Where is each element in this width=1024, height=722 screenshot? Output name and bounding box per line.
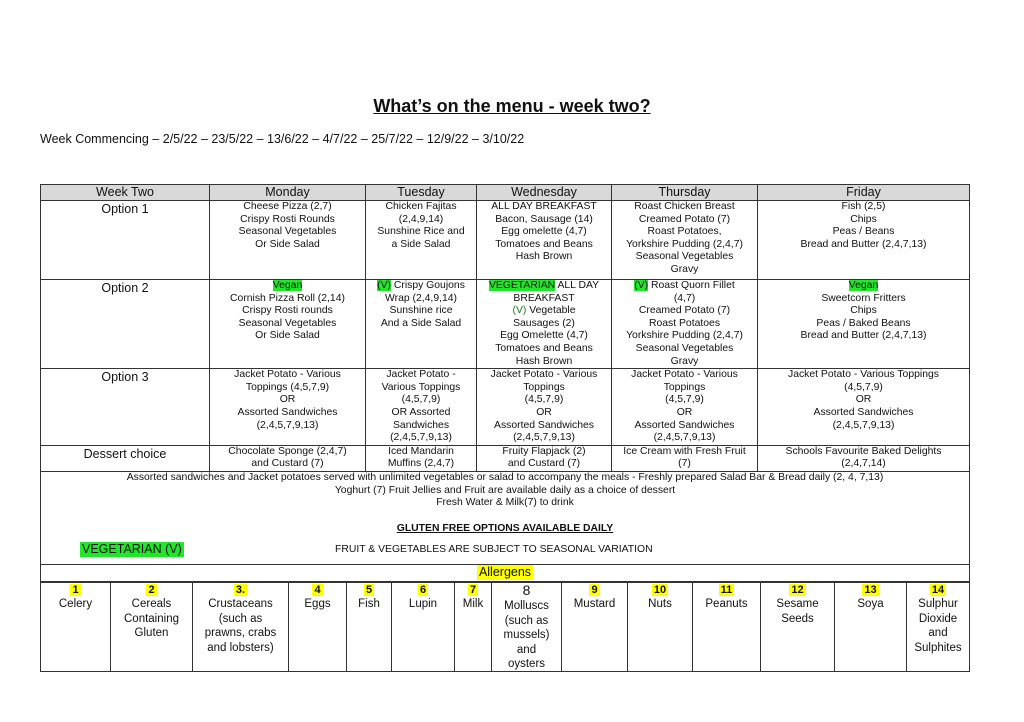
allergen-name: Mustard	[573, 598, 616, 611]
option-1-label: Option 1	[41, 201, 210, 280]
allergen-name: Milk	[462, 598, 484, 611]
option-3-thursday	[612, 369, 758, 446]
vegan-tag: Vegan	[848, 280, 879, 291]
menu-item-line: Assorted Sandwiches	[634, 419, 735, 431]
menu-item-line: OR	[536, 406, 552, 418]
menu-notes	[41, 471, 970, 564]
allergen-name: Cereals	[131, 598, 172, 611]
menu-item-line: Seasonal Vegetables	[635, 251, 734, 263]
dessert-thursday	[612, 445, 758, 471]
menu-item-line: (4,5,7,9)	[844, 381, 883, 393]
menu-item-line: Creamed Potato (7)	[638, 213, 731, 225]
option-1-monday	[210, 201, 366, 280]
menu-item-line: Or Side Salad	[255, 238, 320, 250]
menu-item-line: Fruity Flapjack (2)	[502, 445, 586, 457]
allergen-name: Nuts	[648, 598, 672, 611]
menu-item-line: Toppings	[663, 381, 706, 393]
gluten-free-notice: GLUTEN FREE OPTIONS AVAILABLE DAILY	[396, 522, 614, 534]
vegetarian-legend: VEGETARIAN (V)	[82, 542, 182, 557]
menu-item-line: Jacket Potato - Various	[631, 369, 738, 381]
menu-item-line: Crispy Rosti rounds	[242, 305, 333, 317]
menu-item-line: (2,4,5,7,9,13)	[832, 419, 895, 431]
menu-item-line: Sunshine Rice and	[377, 226, 465, 238]
allergen-name: Eggs	[304, 598, 331, 611]
menu-item-line: Seasonal Vegetables	[635, 342, 734, 354]
allergen-name: Fish	[358, 598, 380, 611]
menu-table	[40, 184, 970, 582]
allergen-number: 14	[931, 584, 945, 596]
menu-item-line: Yorkshire Pudding (2,4,7)	[626, 330, 743, 342]
allergen-name: Molluscs	[504, 600, 549, 613]
allergen-number: 12	[791, 584, 804, 596]
allergen-number: 8	[522, 582, 531, 598]
allergen-number: 1	[72, 584, 79, 596]
menu-item-line: Bacon, Sausage (14)	[495, 213, 593, 225]
option-2-tuesday-items	[368, 293, 474, 331]
menu-item-line: OR	[279, 394, 296, 406]
menu-item-line: and Custard (7)	[507, 458, 581, 470]
allergen-name: Peanuts	[705, 598, 748, 611]
notes-row	[41, 471, 970, 564]
dessert-monday	[210, 445, 366, 471]
menu-item-line: Or Side Salad	[255, 330, 320, 342]
vegetarian-tag: VEGETARIAN	[488, 280, 556, 291]
option-2-tuesday	[366, 280, 477, 369]
allergen-cell	[761, 583, 835, 672]
dessert-friday	[758, 445, 970, 471]
option-2-thursday-first: Roast Quorn Fillet	[648, 280, 735, 291]
menu-item-line: Egg omelette (4,7)	[501, 226, 587, 238]
allergen-number: 11	[720, 584, 733, 596]
header-monday: Monday	[210, 185, 366, 201]
allergen-name: Lupin	[408, 598, 438, 611]
menu-item-line: Yorkshire Pudding (2,4,7)	[626, 238, 743, 250]
option-1-tuesday	[366, 201, 477, 280]
allergen-cell	[111, 583, 193, 672]
allergen-cell	[907, 583, 970, 672]
option-3-wednesday	[477, 369, 612, 446]
menu-item-line: And a Side Salad	[380, 317, 462, 329]
note-line: Assorted sandwiches and Jacket potatoes served with unlimited vegetables or salad to accompany the meals - Freshly prepared Salad Bar & Bread daily (2, 4, 7,13)	[126, 471, 884, 483]
dessert-tuesday	[366, 445, 477, 471]
option-2-wednesday-first: ALL DAY	[555, 280, 600, 291]
seasonal-notice: FRUIT & VEGETABLES ARE SUBJECT TO SEASONAL VARIATION	[335, 544, 653, 556]
menu-item-line: Sunshine rice	[389, 305, 453, 317]
option-3-row	[41, 369, 970, 446]
header-wednesday: Wednesday	[477, 185, 612, 201]
allergen-name: mussels)	[503, 629, 550, 642]
allergen-name: Sulphites	[914, 641, 962, 654]
header-tuesday: Tuesday	[366, 185, 477, 201]
menu-item-line: Peas / Beans	[832, 226, 895, 238]
menu-item-line: Jacket Potato - Various	[234, 369, 341, 381]
menu-item-line: OR	[855, 394, 872, 406]
menu-item-line: Chips	[850, 213, 877, 225]
menu-item-line: (2,4,5,7,9,13)	[390, 432, 452, 444]
menu-item-line: (7)	[678, 458, 691, 470]
allergen-cell	[562, 583, 628, 672]
allergen-cell	[835, 583, 907, 672]
option-2-tuesday-first: Crispy Goujons	[390, 280, 465, 291]
allergen-cell	[693, 583, 761, 672]
option-3-friday	[758, 369, 970, 446]
menu-item-line: and Custard (7)	[251, 458, 324, 470]
menu-item-line: Tomatoes and Beans	[495, 342, 593, 354]
allergen-number: 4	[314, 584, 321, 596]
menu-item-line: Cornish Pizza Roll (2,14)	[230, 292, 345, 304]
menu-item-line: Toppings (4,5,7,9)	[245, 381, 330, 393]
menu-item-line: Assorted Sandwiches	[237, 406, 338, 418]
menu-header-row	[41, 185, 970, 201]
dessert-wednesday	[477, 445, 612, 471]
menu-item-line: Seasonal Vegetables	[238, 317, 337, 329]
option-2-friday	[758, 280, 970, 369]
menu-item-line: Fish (2,5)	[841, 201, 886, 212]
menu-item-line: Toppings	[523, 381, 565, 393]
menu-item-line: Hash Brown	[515, 251, 573, 263]
dessert-label: Dessert choice	[41, 445, 210, 471]
menu-item-line: Sweetcorn Fritters	[821, 292, 906, 304]
vegetarian-tag: (V)	[634, 280, 649, 291]
allergen-name: and	[516, 643, 537, 656]
option-2-thursday-items	[614, 293, 755, 369]
allergen-name: Containing	[124, 612, 179, 625]
option-2-wednesday-items	[479, 318, 609, 368]
allergen-number: 7	[469, 584, 477, 596]
option-1-friday	[758, 201, 970, 280]
menu-item-line: Chips	[850, 305, 877, 317]
menu-item-line: Sandwiches	[392, 419, 450, 431]
allergen-number: 9	[591, 584, 598, 596]
vegan-tag: Vegan	[272, 280, 303, 291]
option-2-wednesday	[477, 280, 612, 369]
menu-item-line: Bread and Butter (2,4,7,13)	[800, 330, 927, 342]
menu-item-line: Assorted Sandwiches	[813, 406, 914, 418]
menu-item-line: Tomatoes and Beans	[495, 238, 593, 250]
menu-item-line: Chocolate Sponge (2,4,7)	[228, 445, 347, 457]
menu-item-line: Roast Chicken Breast	[634, 201, 735, 212]
allergen-name: and	[928, 627, 948, 640]
dessert-row	[41, 445, 970, 471]
header-friday: Friday	[758, 185, 970, 201]
menu-item-line: (2,4,7,14)	[841, 458, 886, 470]
allergen-cell	[492, 583, 562, 672]
option-2-friday-items	[760, 293, 967, 343]
option-2-monday	[210, 280, 366, 369]
menu-item-line: Roast Potatoes	[648, 317, 721, 329]
allergens-table	[40, 582, 970, 672]
menu-item-line: Ice Cream with Fresh Fruit	[623, 445, 746, 457]
menu-item-line: (2,4,5,7,9,13)	[256, 419, 319, 431]
option-2-wednesday-v-text: Vegetable	[526, 305, 576, 317]
allergen-name: (such as	[218, 612, 263, 625]
allergen-name: (such as	[504, 614, 549, 627]
allergens-row	[41, 583, 970, 672]
menu-item-line: Jacket Potato - Various	[490, 369, 598, 381]
menu-item-line: (4,7)	[673, 292, 696, 304]
option-2-thursday	[612, 280, 758, 369]
allergen-number: 3.	[235, 584, 246, 596]
allergen-cell	[193, 583, 289, 672]
allergen-name: Soya	[857, 598, 884, 611]
option-1-wednesday	[477, 201, 612, 280]
allergen-number: 5	[365, 584, 373, 596]
allergen-name: Crustaceans	[208, 598, 273, 611]
menu-item-line: Assorted Sandwiches	[494, 419, 594, 431]
menu-item-line: Sausages (2)	[513, 317, 575, 329]
menu-item-line: Gravy	[670, 263, 699, 275]
allergen-number: 6	[419, 584, 427, 596]
week-commencing-dates: Week Commencing – 2/5/22 – 23/5/22 – 13/6/22 – 4/7/22 – 25/7/22 – 12/9/22 – 3/10/22	[40, 132, 525, 146]
menu-item-line: Jacket Potato -	[386, 369, 456, 381]
menu-item-line: Creamed Potato (7)	[638, 305, 731, 317]
menu-item-line: Wrap (2,4,9,14)	[385, 292, 457, 304]
option-2-wednesday-line2: BREAKFAST	[513, 292, 575, 304]
allergen-cell	[628, 583, 693, 672]
menu-item-line: (2,4,9,14)	[398, 213, 444, 225]
allergen-cell	[289, 583, 347, 672]
option-3-monday	[210, 369, 366, 446]
menu-item-line: a Side Salad	[391, 238, 451, 250]
allergen-cell	[392, 583, 455, 672]
allergen-cell	[455, 583, 492, 672]
menu-item-line: Various Toppings	[381, 381, 461, 393]
menu-item-line: Bread and Butter (2,4,7,13)	[800, 238, 927, 250]
note-line: Yoghurt (7) Fruit Jellies and Fruit are available daily as a choice of dessert	[334, 484, 676, 496]
menu-item-line: OR	[676, 406, 693, 418]
option-2-label: Option 2	[41, 280, 210, 369]
allergen-number: 13	[864, 584, 877, 596]
allergen-name: oysters	[507, 658, 546, 671]
menu-item-line: Muffins (2,4,7)	[387, 458, 455, 470]
allergen-name: Gluten	[134, 627, 169, 640]
vegetarian-tag: (V)	[377, 280, 391, 291]
option-1-row	[41, 201, 970, 280]
allergen-name: prawns, crabs	[204, 627, 277, 640]
option-2-row	[41, 280, 970, 369]
allergen-name: Dioxide	[918, 612, 958, 625]
header-thursday: Thursday	[612, 185, 758, 201]
menu-item-line: (2,4,5,7,9,13)	[513, 432, 575, 444]
option-3-label: Option 3	[41, 369, 210, 446]
allergen-name: and lobsters)	[207, 641, 274, 654]
menu-item-line: Roast Potatoes,	[647, 226, 722, 238]
menu-item-line: Seasonal Vegetables	[238, 226, 337, 238]
menu-item-line: Gravy	[670, 355, 699, 367]
option-3-tuesday	[366, 369, 477, 446]
menu-item-line: OR Assorted	[391, 406, 451, 418]
menu-item-line: (4,5,7,9)	[665, 394, 704, 406]
allergen-number: 2	[148, 584, 155, 596]
menu-item-line: Schools Favourite Baked Delights	[785, 445, 942, 457]
note-line: Fresh Water & Milk(7) to drink	[436, 497, 574, 509]
allergen-name: Seeds	[781, 612, 814, 625]
allergens-heading: Allergens	[478, 564, 532, 579]
menu-item-line: Jacket Potato - Various Toppings	[788, 369, 939, 381]
allergens-heading-row	[41, 564, 970, 581]
menu-item-line: Chicken Fajitas	[385, 201, 457, 212]
menu-item-line: (2,4,5,7,9,13)	[653, 432, 716, 444]
allergen-cell	[41, 583, 111, 672]
menu-item-line: Cheese Pizza (2,7)	[243, 201, 332, 212]
menu-item-line: Peas / Baked Beans	[816, 317, 911, 329]
menu-item-line: ALL DAY BREAKFAST	[491, 201, 597, 212]
menu-item-line: Iced Mandarin	[388, 445, 454, 457]
allergen-number: 10	[653, 584, 667, 596]
allergen-cell	[347, 583, 392, 672]
page-title: What’s on the menu - week two?	[373, 96, 651, 116]
option-2-monday-items	[212, 293, 363, 343]
vegetarian-mark: (V)	[512, 305, 527, 317]
allergen-name: Sesame	[776, 598, 819, 611]
menu-item-line: Egg Omelette (4,7)	[500, 330, 588, 342]
header-week: Week Two	[41, 185, 210, 201]
menu-item-line: Hash Brown	[515, 355, 573, 367]
menu-item-line: Crispy Rosti Rounds	[240, 213, 335, 225]
menu-item-line: (4,5,7,9)	[401, 394, 441, 406]
option-1-thursday	[612, 201, 758, 280]
menu-item-line: (4,5,7,9)	[524, 394, 564, 406]
allergen-name: Sulphur	[918, 598, 958, 611]
allergen-name: Celery	[58, 598, 93, 611]
